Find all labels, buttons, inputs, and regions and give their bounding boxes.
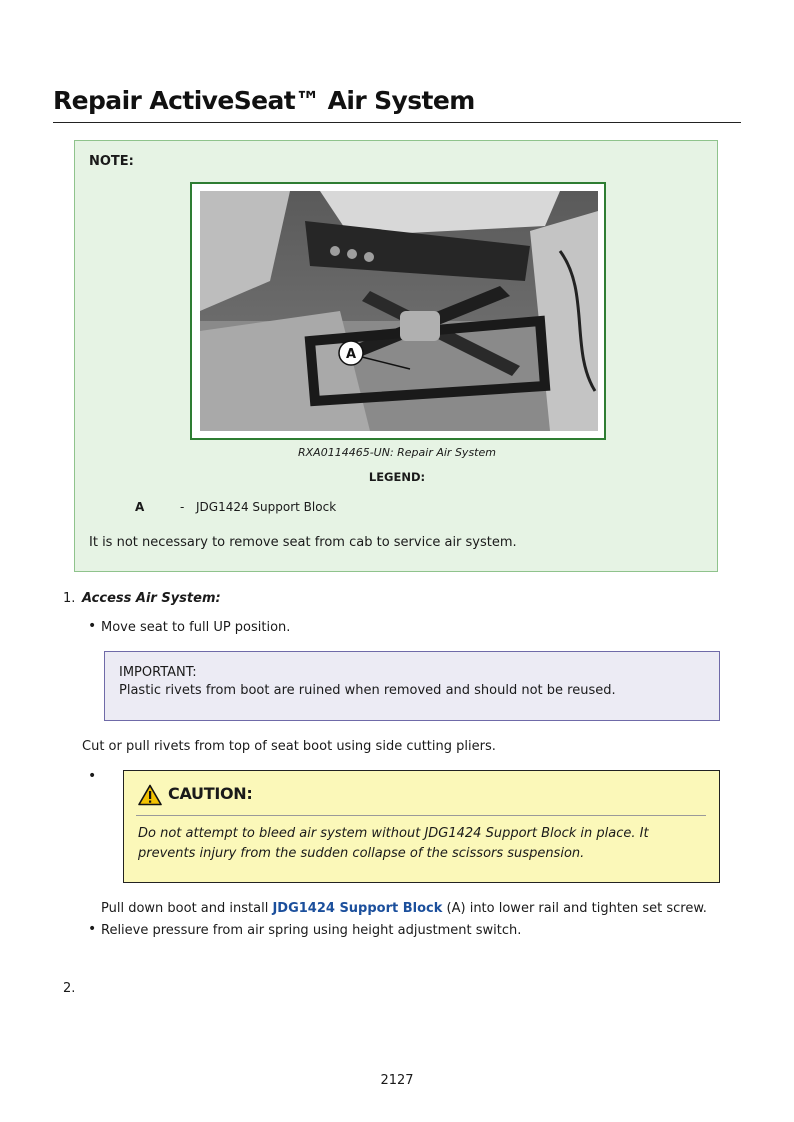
caution-divider	[136, 815, 706, 816]
note-text: It is not necessary to remove seat from cab to service air system.	[89, 535, 517, 550]
important-box	[104, 651, 720, 721]
step-title: Access Air System:	[82, 591, 221, 606]
important-text: Plastic rivets from boot are ruined when removed and should not be reused.	[119, 683, 616, 698]
photo-knob-1	[330, 246, 340, 256]
bullet: •	[88, 618, 97, 634]
page-number: 2127	[380, 1073, 414, 1088]
photo-knob-2	[347, 249, 357, 259]
important-label: IMPORTANT:	[119, 665, 197, 680]
bullet: •	[88, 768, 97, 784]
warning-triangle-icon	[138, 784, 162, 806]
photo-air-spring	[400, 311, 440, 341]
caution-text: Do not attempt to bleed air system without JDG1424 Support Block in place. It prevents injury from the sudden collapse of the scissors suspension.	[138, 826, 649, 861]
legend-key: A	[135, 500, 145, 514]
figure-caption: RXA0114465-UN: Repair Air System	[298, 446, 496, 459]
page-title: Repair ActiveSeat™ Air System	[53, 86, 475, 115]
photo-floor-mat	[200, 311, 370, 431]
rivet-instruction: Cut or pull rivets from top of seat boot using side cutting pliers.	[82, 739, 496, 754]
legend-description: JDG1424 Support Block	[196, 500, 337, 514]
legend-dash: -	[180, 500, 185, 514]
title-rule	[53, 122, 741, 123]
legend-title: LEGEND:	[368, 470, 426, 484]
bullet: •	[88, 921, 97, 937]
photo-knob-3	[364, 252, 374, 262]
step-number-2: 2.	[63, 981, 76, 996]
figure-frame	[190, 182, 606, 440]
step-bullet-text: Move seat to full UP position.	[101, 620, 291, 635]
callout-letter: A	[345, 347, 357, 362]
step-number: 1.	[63, 591, 76, 606]
seat-photo	[200, 191, 598, 431]
caution-box	[123, 770, 720, 883]
install-suffix: (A) into lower rail and tighten set screw.	[442, 901, 707, 916]
note-box	[74, 140, 718, 572]
support-block-link[interactable]: JDG1424 Support Block	[272, 901, 443, 916]
relieve-pressure-text: Relieve pressure from air spring using height adjustment switch.	[101, 923, 522, 938]
install-instruction	[101, 901, 707, 916]
install-prefix: Pull down boot and install	[101, 901, 273, 916]
caution-label: CAUTION:	[168, 784, 253, 803]
note-label: NOTE:	[89, 154, 134, 169]
